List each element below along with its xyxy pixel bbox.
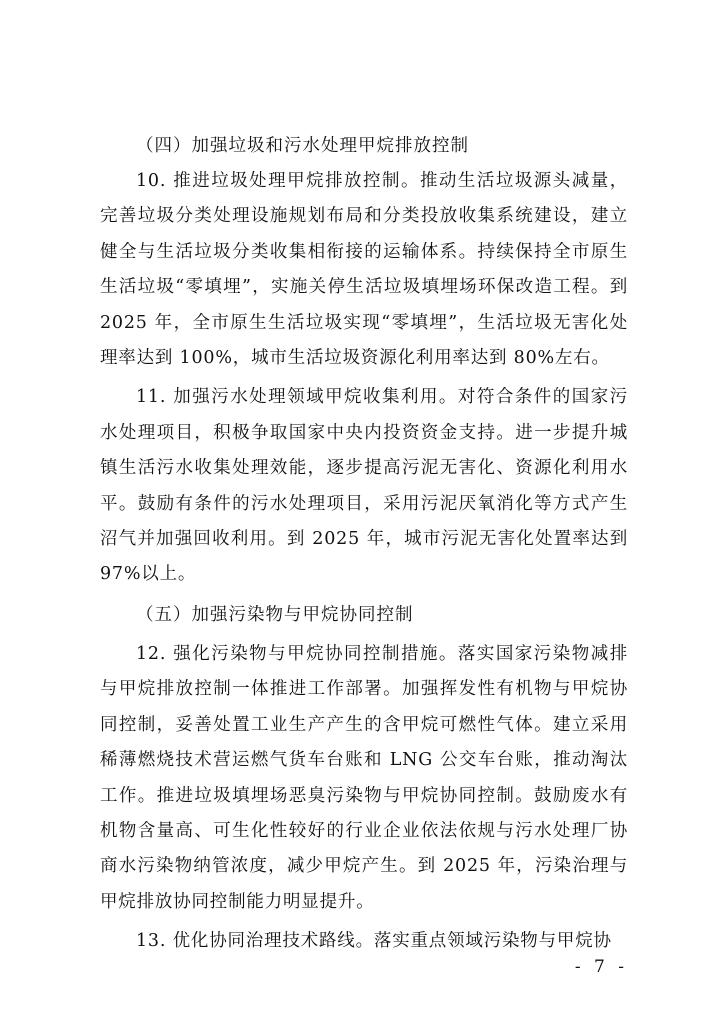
section-heading-5: （五）加强污染物与甲烷协同控制: [136, 604, 414, 625]
paragraph-12: 12. 强化污染物与甲烷协同控制措施。落实国家污染物减排与甲烷排放控制一体推进工作部署。加强挥发性有机物与甲烷协同控制，妥善处置工业生产产生的含甲烷可燃性气体。建立采用稀薄燃烧技术营运燃气货车台账和 LNG 公交车台账，推动淘汰工作。推进垃圾填埋场恶臭污染物与甲烷协同控制。鼓励废水有机物含量高、可生化性较好的行业企业依法依规与污水处理厂协商水污染物纳管浓度，减少甲烷产生。到 2025 年，污染治理与甲烷排放协同控制能力明显提升。: [100, 643, 628, 912]
section-heading-4: （四）加强垃圾和污水处理甲烷排放控制: [136, 136, 469, 156]
paragraph-13: 13. 优化协同治理技术路线。落实重点领域污染物与甲烷协: [136, 931, 612, 952]
paragraph-11: 11. 加强污水处理领域甲烷收集利用。对符合条件的国家污水处理项目，积极争取国家中央内投资资金支持。进一步提升城镇生活污水收集处理效能，逐步提高污泥无害化、资源化利用水平。鼓励有条件的污水处理项目，采用污泥厌氧消化等方式产生沼气并加强回收利用。到 2025 年，城市污泥无害化处置率达到97%以上。: [100, 387, 628, 585]
paragraph-10: 10. 推进垃圾处理甲烷排放控制。推动生活垃圾源头减量，完善垃圾分类处理设施规划布局和分类投放收集系统建设，建立健全与生活垃圾分类收集相衔接的运输体系。持续保持全市原生生活垃圾“零填埋”，实施关停生活垃圾填埋场环保改造工程。到2025 年，全市原生生活垃圾实现“零填埋”，生活垃圾无害化处理率达到 100%，城市生活垃圾资源化利用率达到 80%左右。: [100, 171, 628, 369]
page-number: - 7 -: [574, 957, 628, 977]
document-body: [100, 128, 628, 960]
